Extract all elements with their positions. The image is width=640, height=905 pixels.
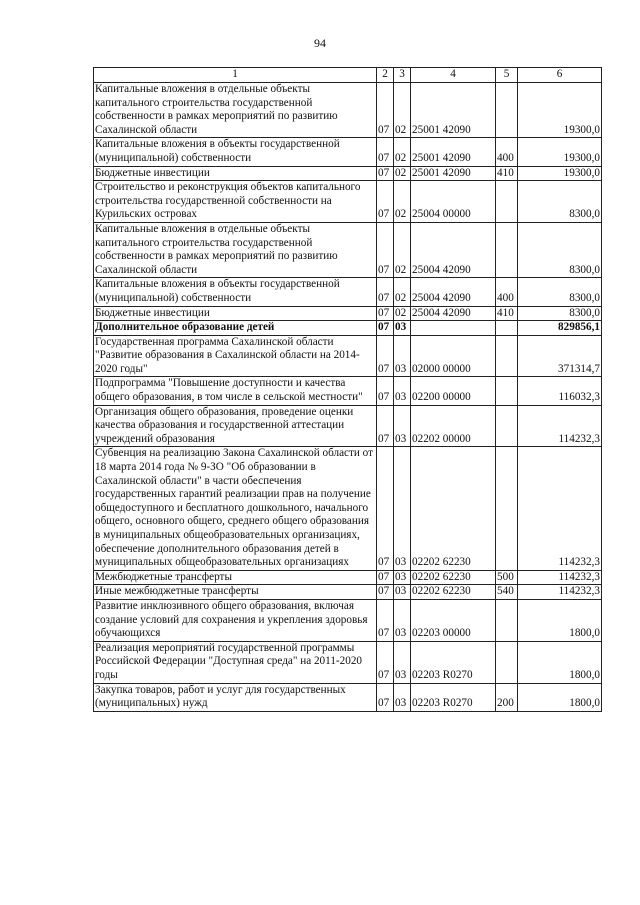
row-name-cell: Капитальные вложения в отдельные объекты капитального строительства государственной собственности в рамках мероприятий по развитию Сахалинской области — [94, 83, 377, 138]
table-body — [94, 83, 602, 712]
row-expense-type-cell: 540 — [496, 585, 518, 600]
header-cell-pr: 3 — [394, 68, 411, 83]
row-amount-cell: 19300,0 — [518, 166, 602, 181]
row-expense-type-cell — [496, 599, 518, 641]
table-row — [94, 222, 602, 277]
row-expense-type-cell — [496, 641, 518, 683]
row-subsection-cell: 02 — [394, 83, 411, 138]
row-subsection-cell: 02 — [394, 181, 411, 223]
table-row — [94, 585, 602, 600]
row-amount-cell: 114232,3 — [518, 405, 602, 447]
row-subsection-cell: 02 — [394, 166, 411, 181]
row-subsection-cell: 03 — [394, 570, 411, 585]
row-section-cell: 07 — [377, 585, 394, 600]
row-section-cell: 07 — [377, 599, 394, 641]
row-expense-type-cell: 200 — [496, 683, 518, 711]
row-amount-cell: 829856,1 — [518, 321, 602, 336]
row-subsection-cell: 03 — [394, 683, 411, 711]
row-section-cell: 07 — [377, 83, 394, 138]
row-section-cell: 07 — [377, 405, 394, 447]
row-amount-cell: 114232,3 — [518, 585, 602, 600]
row-subsection-cell: 02 — [394, 222, 411, 277]
row-expense-type-cell — [496, 321, 518, 336]
header-row — [94, 68, 602, 83]
row-amount-cell: 1800,0 — [518, 599, 602, 641]
row-target-article-cell: 02202 62230 — [411, 585, 496, 600]
budget-table — [93, 67, 602, 712]
row-section-cell: 07 — [377, 306, 394, 321]
header-cell-vr: 5 — [496, 68, 518, 83]
row-expense-type-cell — [496, 447, 518, 570]
row-target-article-cell: 25001 42090 — [411, 138, 496, 166]
row-target-article-cell: 02203 R0270 — [411, 641, 496, 683]
row-name-cell: Организация общего образования, проведение оценки качества образования и государственной аттестации учреждений образования — [94, 405, 377, 447]
row-section-cell: 07 — [377, 138, 394, 166]
row-expense-type-cell: 410 — [496, 166, 518, 181]
row-name-cell: Дополнительное образование детей — [94, 321, 377, 336]
row-subsection-cell: 03 — [394, 335, 411, 377]
row-target-article-cell: 25001 42090 — [411, 83, 496, 138]
row-section-cell: 07 — [377, 570, 394, 585]
row-subsection-cell: 03 — [394, 641, 411, 683]
row-section-cell: 07 — [377, 166, 394, 181]
row-expense-type-cell — [496, 222, 518, 277]
row-name-cell: Межбюджетные трансферты — [94, 570, 377, 585]
row-target-article-cell: 02000 00000 — [411, 335, 496, 377]
table-row — [94, 683, 602, 711]
row-amount-cell: 371314,7 — [518, 335, 602, 377]
row-expense-type-cell: 400 — [496, 278, 518, 306]
row-target-article-cell: 02202 00000 — [411, 405, 496, 447]
row-section-cell: 07 — [377, 683, 394, 711]
table-row — [94, 447, 602, 570]
table-row — [94, 641, 602, 683]
row-subsection-cell: 03 — [394, 447, 411, 570]
header-cell-rz: 2 — [377, 68, 394, 83]
table-row — [94, 138, 602, 166]
row-name-cell: Капитальные вложения в объекты государственной (муниципальной) собственности — [94, 138, 377, 166]
table-row — [94, 570, 602, 585]
row-amount-cell: 114232,3 — [518, 570, 602, 585]
row-subsection-cell: 03 — [394, 405, 411, 447]
row-target-article-cell — [411, 321, 496, 336]
table-header — [94, 68, 602, 83]
row-amount-cell: 8300,0 — [518, 181, 602, 223]
row-name-cell: Субвенция на реализацию Закона Сахалинской области от 18 марта 2014 года № 9-ЗО "Об образовании в Сахалинской области" в части обеспечения государственных гарантий реализации прав на получение общедоступного и бесплатного дошкольного, начального общего, основного общего, среднего общего образования в муниципальных общеобразовательных организациях, обеспечение дополнительного образования детей в муниципальных общеобразовательных организациях — [94, 447, 377, 570]
row-target-article-cell: 25004 42090 — [411, 222, 496, 277]
row-expense-type-cell: 500 — [496, 570, 518, 585]
row-subsection-cell: 03 — [394, 377, 411, 405]
row-subsection-cell: 02 — [394, 306, 411, 321]
row-target-article-cell: 02203 R0270 — [411, 683, 496, 711]
row-target-article-cell: 02200 00000 — [411, 377, 496, 405]
row-target-article-cell: 02202 62230 — [411, 570, 496, 585]
table-row — [94, 335, 602, 377]
row-name-cell: Капитальные вложения в отдельные объекты капитального строительства государственной собственности в рамках мероприятий по развитию Сахалинской области — [94, 222, 377, 277]
row-name-cell: Реализация мероприятий государственной программы Российской Федерации "Доступная среда" на 2011-2020 годы — [94, 641, 377, 683]
row-amount-cell: 1800,0 — [518, 641, 602, 683]
row-section-cell: 07 — [377, 335, 394, 377]
table-row — [94, 599, 602, 641]
row-amount-cell: 19300,0 — [518, 83, 602, 138]
table-row — [94, 321, 602, 336]
row-name-cell: Государственная программа Сахалинской области "Развитие образования в Сахалинской области на 2014-2020 годы" — [94, 335, 377, 377]
row-target-article-cell: 02202 62230 — [411, 447, 496, 570]
row-section-cell: 07 — [377, 222, 394, 277]
row-name-cell: Бюджетные инвестиции — [94, 306, 377, 321]
row-subsection-cell: 03 — [394, 321, 411, 336]
row-expense-type-cell — [496, 335, 518, 377]
row-name-cell: Капитальные вложения в объекты государственной (муниципальной) собственности — [94, 278, 377, 306]
row-expense-type-cell — [496, 405, 518, 447]
row-expense-type-cell: 410 — [496, 306, 518, 321]
row-name-cell: Иные межбюджетные трансферты — [94, 585, 377, 600]
row-section-cell: 07 — [377, 321, 394, 336]
row-section-cell: 07 — [377, 641, 394, 683]
table-row — [94, 166, 602, 181]
row-name-cell: Подпрограмма "Повышение доступности и качества общего образования, в том числе в сельской местности" — [94, 377, 377, 405]
row-amount-cell: 8300,0 — [518, 278, 602, 306]
table-row — [94, 405, 602, 447]
row-target-article-cell: 25004 42090 — [411, 278, 496, 306]
row-target-article-cell: 25001 42090 — [411, 166, 496, 181]
row-target-article-cell: 25004 00000 — [411, 181, 496, 223]
row-name-cell: Развитие инклюзивного общего образования, включая создание условий для сохранения и укрепления здоровья обучающихся — [94, 599, 377, 641]
row-target-article-cell: 25004 42090 — [411, 306, 496, 321]
table-row — [94, 181, 602, 223]
row-expense-type-cell — [496, 377, 518, 405]
row-subsection-cell: 03 — [394, 599, 411, 641]
row-name-cell: Строительство и реконструкция объектов капитального строительства государственной собственности на Курильских островах — [94, 181, 377, 223]
row-expense-type-cell: 400 — [496, 138, 518, 166]
row-subsection-cell: 02 — [394, 278, 411, 306]
header-cell-name: 1 — [94, 68, 377, 83]
row-amount-cell: 19300,0 — [518, 138, 602, 166]
row-amount-cell: 116032,3 — [518, 377, 602, 405]
row-section-cell: 07 — [377, 181, 394, 223]
header-cell-sum: 6 — [518, 68, 602, 83]
table-row — [94, 83, 602, 138]
row-subsection-cell: 03 — [394, 585, 411, 600]
row-amount-cell: 8300,0 — [518, 306, 602, 321]
table-row — [94, 278, 602, 306]
row-subsection-cell: 02 — [394, 138, 411, 166]
row-section-cell: 07 — [377, 278, 394, 306]
row-section-cell: 07 — [377, 377, 394, 405]
row-expense-type-cell — [496, 181, 518, 223]
table-row — [94, 377, 602, 405]
row-target-article-cell: 02203 00000 — [411, 599, 496, 641]
page-number: 94 — [314, 36, 326, 50]
row-name-cell: Закупка товаров, работ и услуг для государственных (муниципальных) нужд — [94, 683, 377, 711]
row-section-cell: 07 — [377, 447, 394, 570]
table-row — [94, 306, 602, 321]
header-cell-csr: 4 — [411, 68, 496, 83]
row-name-cell: Бюджетные инвестиции — [94, 166, 377, 181]
row-amount-cell: 8300,0 — [518, 222, 602, 277]
row-expense-type-cell — [496, 83, 518, 138]
row-amount-cell: 1800,0 — [518, 683, 602, 711]
row-amount-cell: 114232,3 — [518, 447, 602, 570]
